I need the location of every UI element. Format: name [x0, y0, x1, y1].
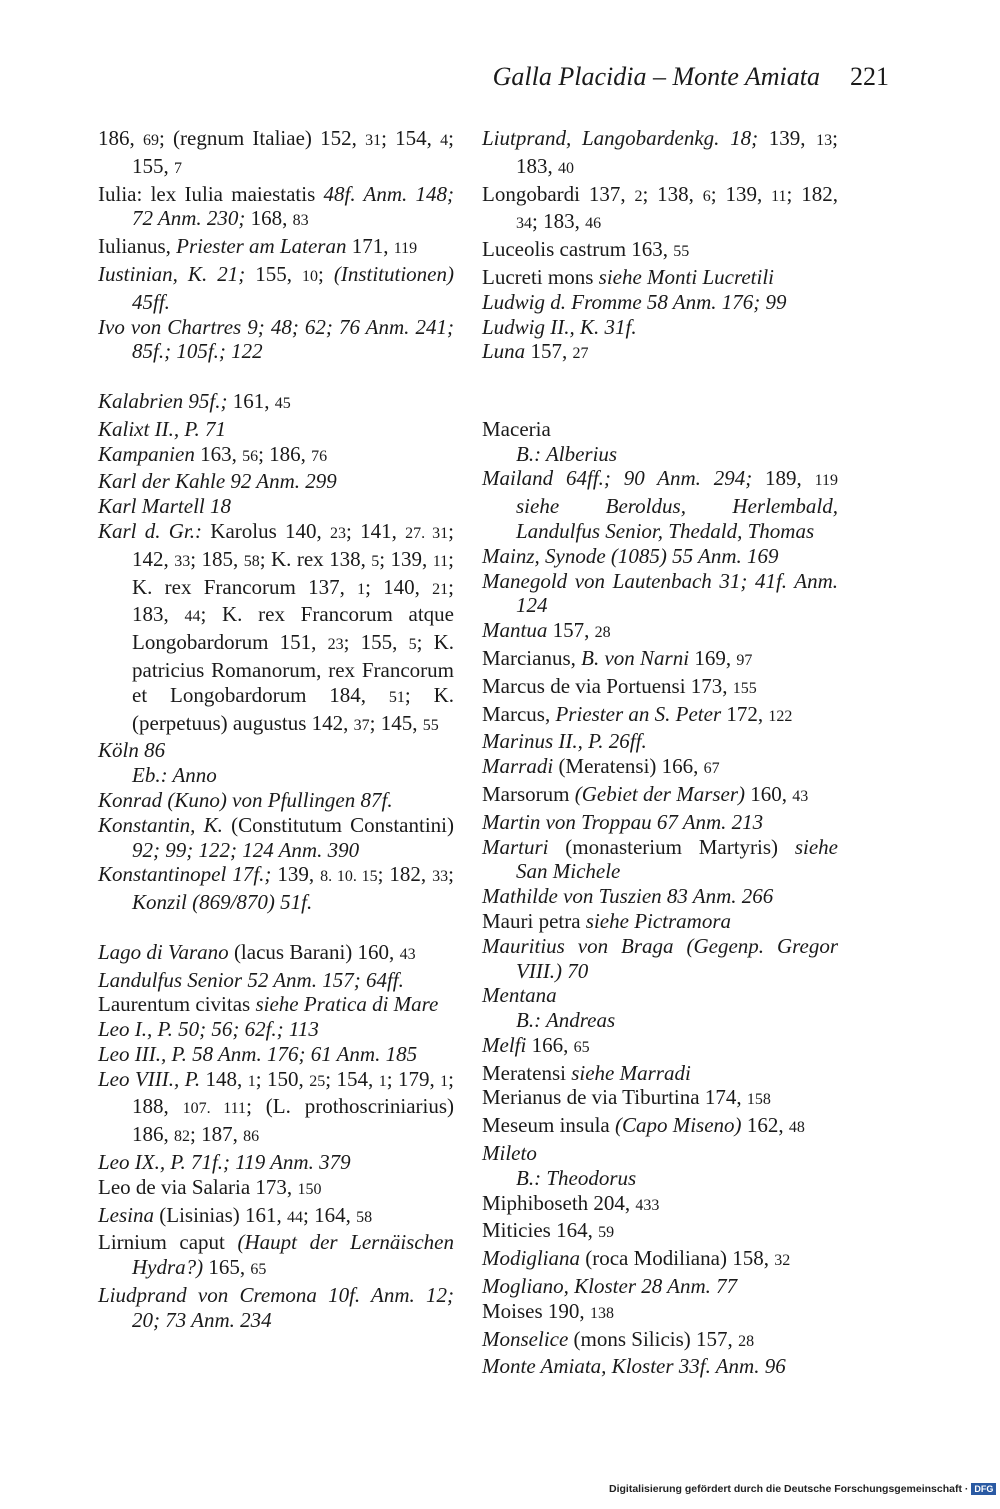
italic-text: siehe San Michele [516, 834, 838, 884]
index-entry [482, 1327, 838, 1355]
italic-text: Konstantinopel 17f.; [98, 862, 272, 887]
index-entry [482, 1299, 838, 1327]
text: Meseum insula [482, 1113, 615, 1138]
index-entry [98, 389, 454, 417]
text: ; 139, [710, 181, 772, 206]
index-entry [98, 519, 454, 738]
line-reference: 138 [589, 1304, 614, 1322]
text: ; K. rex Francorum 137, [132, 546, 455, 599]
italic-text: siehe Pratica di Mare [255, 992, 439, 1017]
text: (lacus Barani) 160, [228, 939, 400, 964]
index-subentry [482, 1008, 838, 1033]
line-reference: 25 [309, 1072, 326, 1090]
index-entry [98, 1283, 454, 1333]
index-entry-continuation [98, 126, 454, 182]
line-reference: 83 [292, 212, 309, 230]
text: (Meratensi) 166, [553, 754, 704, 779]
line-reference: 55 [422, 716, 439, 734]
index-entry [98, 992, 454, 1017]
index-entry [482, 1191, 838, 1219]
index-subentry [482, 442, 838, 467]
index-entry [98, 1175, 454, 1203]
line-reference: 46 [585, 215, 602, 233]
index-entry [482, 315, 838, 340]
line-reference: 119 [814, 472, 838, 490]
entry-gap [98, 364, 454, 389]
index-entry [482, 884, 838, 909]
text: Miphiboseth 204, [482, 1190, 636, 1215]
index-entry [98, 469, 454, 494]
line-reference: 97 [736, 651, 753, 669]
index-entry [98, 968, 454, 993]
line-reference: 23 [327, 636, 344, 654]
italic-text: Lago di Varano [98, 939, 229, 964]
italic-text: Mauritius von Braga (Gegenp. Gregor VIII.) 70 [482, 933, 838, 983]
text: Karolus 140, [202, 518, 331, 543]
text: 162, [741, 1113, 789, 1138]
index-entry [98, 1067, 454, 1150]
italic-text: Mantua [482, 618, 548, 643]
index-entry [482, 1274, 838, 1299]
index-entry [482, 909, 838, 934]
text: 163, [194, 441, 243, 466]
text: ; 185, [190, 546, 244, 571]
text: Maceria [482, 416, 551, 441]
line-reference: 65 [573, 1038, 590, 1056]
line-reference: 158 [746, 1091, 771, 1109]
index-entry [482, 1085, 838, 1113]
line-reference: 27. 31 [405, 524, 449, 542]
text: 157, [525, 339, 573, 364]
index-entry [98, 862, 454, 915]
line-reference: 37 [353, 716, 370, 734]
line-reference: 155 [732, 679, 757, 697]
index-entry [482, 339, 838, 367]
line-reference: 65 [250, 1261, 267, 1279]
line-reference: 40 [558, 159, 574, 177]
italic-text: (Haupt der Lernäischen Hydra?) [132, 1230, 454, 1280]
italic-text: Köln 86 [98, 738, 166, 763]
index-entry [482, 466, 838, 543]
italic-text: (Gebiet der Marser) [574, 781, 746, 806]
index-entry [98, 738, 454, 763]
line-reference: 43 [792, 787, 809, 805]
italic-text: Kalixt II., P. 71 [98, 416, 226, 441]
text: 160, [745, 781, 793, 806]
text: Moises 190, [482, 1298, 590, 1323]
entry-gap [482, 392, 838, 417]
italic-text: Iustinian, K. 21; [98, 261, 246, 286]
text: ; 182, [786, 181, 838, 206]
line-reference: 69 [142, 132, 159, 149]
text: ; 154, [325, 1066, 379, 1091]
index-entry [98, 182, 454, 235]
line-reference: 86 [243, 1128, 260, 1146]
dfg-logo: DFG [971, 1483, 996, 1495]
line-reference: 59 [598, 1224, 615, 1242]
text: (monasterium Martyris) [548, 834, 795, 859]
line-reference: 150 [297, 1180, 322, 1198]
line-reference: 45 [274, 394, 291, 412]
text: (Lisinias) 161, [154, 1202, 287, 1227]
italic-text: Priester an S. Peter [555, 701, 722, 726]
italic-text: Mentana [482, 983, 557, 1008]
text: ; 186, [258, 441, 312, 466]
text: ; 179, [386, 1066, 441, 1091]
text: 139, [758, 126, 817, 150]
line-reference: 119 [393, 240, 418, 258]
line-reference: 433 [635, 1196, 660, 1214]
italic-text: Ludwig II., K. 31f. [482, 314, 637, 339]
line-reference: 1 [440, 1072, 449, 1090]
text: ; 155, [132, 126, 454, 178]
text: (Constitutum Constantini) [222, 812, 454, 837]
line-reference: 43 [399, 945, 416, 963]
text: ; K. rex Francorum atque Longobardorum 151, [132, 602, 455, 655]
italic-text: Karl der Kahle 92 Anm. 299 [98, 469, 337, 494]
index-entry [482, 1033, 838, 1061]
index-entry [482, 290, 838, 315]
line-reference: 5 [371, 552, 380, 570]
index-entry [98, 494, 454, 519]
index-entry [98, 788, 454, 813]
italic-text: 48f. Anm. 148; 72 Anm. 230; [132, 181, 454, 231]
index-entry [482, 983, 838, 1008]
index-entry [482, 618, 838, 646]
line-reference: 11 [771, 187, 787, 205]
italic-text: siehe Beroldus, Herlembald, Landulfus Senior, Thedald, Thomas [516, 494, 838, 543]
text: 166, [526, 1032, 574, 1057]
italic-text: Liudprand von Cremona 10f. Anm. 12; 20; 73 Anm. 234 [98, 1283, 454, 1332]
italic-text: B.: Andreas [516, 1008, 616, 1033]
italic-text: Konzil (869/870) 51f. [132, 890, 313, 915]
text: Miticies 164, [482, 1218, 599, 1243]
index-entry [482, 810, 838, 835]
italic-text: Mainz, Synode (1085) 55 Anm. 169 [482, 543, 779, 568]
italic-text: Kalabrien 95f.; [98, 388, 228, 413]
text: ; 154, [381, 126, 441, 150]
line-reference: 1 [378, 1072, 387, 1090]
index-entry [482, 782, 838, 810]
line-reference: 31 [365, 132, 382, 149]
page-header: Galla Placidia – Monte Amiata 221 [492, 62, 889, 91]
italic-text: (Institutionen) 45ff. [132, 261, 454, 314]
text: ; 142, [132, 518, 454, 571]
text: ; 183, [132, 574, 455, 627]
line-reference: 34 [516, 215, 532, 233]
index-entry [98, 442, 454, 470]
text: (mons Silicis) 157, [568, 1326, 739, 1351]
text: Longobardi 137, [482, 181, 635, 206]
line-reference: 23 [330, 524, 347, 542]
line-reference: 21 [432, 580, 449, 598]
line-reference: 7 [174, 159, 182, 177]
text: ; 164, [303, 1202, 357, 1227]
index-entry [482, 835, 838, 885]
italic-text: Leo I., P. 50; 56; 62f.; 113 [98, 1017, 319, 1042]
italic-text: Leo III., P. 58 Anm. 176; 61 Anm. 185 [98, 1041, 418, 1066]
italic-text: Leo IX., P. 71f.; 119 Anm. 379 [98, 1150, 351, 1175]
index-entry [482, 729, 838, 754]
text: ; [448, 862, 454, 887]
line-reference: 67 [703, 760, 720, 778]
index-entry [482, 417, 838, 442]
line-reference: 58 [356, 1208, 373, 1226]
italic-text: siehe Pictramora [585, 908, 732, 933]
index-entry [98, 1150, 454, 1175]
entry-gap [482, 367, 838, 392]
index-column-left [98, 126, 454, 1333]
line-reference: 55 [673, 243, 690, 261]
text: Mauri petra [482, 908, 586, 933]
italic-text: Luna [482, 339, 526, 364]
index-entry [482, 265, 838, 290]
index-entry [482, 569, 838, 619]
text: 161, [227, 388, 275, 413]
index-entry [482, 126, 838, 182]
running-title: Galla Placidia – Monte Amiata [492, 62, 820, 91]
index-entry [482, 934, 838, 984]
text: 139, [271, 862, 321, 887]
italic-text: Ludwig d. Fromme 58 Anm. 176; 99 [482, 289, 787, 314]
italic-text: Melfi [482, 1032, 527, 1057]
index-entry [482, 544, 838, 569]
line-reference: 76 [311, 447, 328, 465]
italic-text: Landulfus Senior 52 Anm. 157; 64ff. [98, 967, 404, 992]
text: ; (regnum Italiae) 152, [158, 126, 366, 150]
text: ; 139, [379, 546, 433, 571]
italic-text: Konrad (Kuno) von Pfullingen 87f. [98, 787, 393, 812]
italic-text: Priester am Lateran [176, 234, 347, 259]
index-entry [98, 315, 454, 365]
italic-text: Ivo von Chartres 9; 48; 62; 76 Anm. 241; 85f.; 105f.; 122 [98, 314, 454, 364]
index-entry [482, 237, 838, 265]
text: Marsorum [482, 781, 575, 806]
line-reference: 33 [174, 552, 191, 570]
italic-text: Karl d. Gr.: [98, 518, 203, 543]
text: ; K. patricius Romanorum, rex Francorum et Longobardorum 184, [132, 630, 454, 707]
text: 169, [689, 645, 737, 670]
line-reference: 32 [774, 1252, 791, 1270]
text: ; 155, [343, 630, 409, 655]
text: Iulianus, [98, 234, 177, 259]
italic-text: Monselice [482, 1326, 569, 1351]
text: 186, [98, 126, 143, 150]
italic-text: Karl Martell 18 [98, 494, 232, 519]
line-reference: 28 [594, 624, 611, 642]
text: 172, [721, 701, 769, 726]
text: ; 182, [377, 862, 433, 887]
text: ; 145, [369, 710, 423, 735]
text: ; 141, [346, 518, 406, 543]
text: ; [317, 261, 334, 286]
line-reference: 27 [572, 345, 589, 363]
line-reference: 11 [432, 552, 449, 570]
digitization-footer [609, 1483, 996, 1495]
entry-gap [98, 915, 454, 940]
index-entry [482, 1246, 838, 1274]
text: 155, [245, 261, 302, 286]
italic-text: Monte Amiata, Kloster 33f. Anm. 96 [482, 1354, 786, 1379]
text: 171, [346, 234, 394, 259]
italic-text: 92; 99; 122; 124 Anm. 390 [132, 837, 360, 862]
text: ; 140, [365, 574, 433, 599]
index-entry [482, 646, 838, 674]
italic-text: B. von Narni [581, 645, 690, 670]
text: Lirnium caput [98, 1230, 238, 1255]
index-entry [98, 262, 454, 315]
italic-text: Marturi [482, 834, 549, 859]
line-reference: 8. 10. 15 [320, 868, 378, 886]
italic-text: Martin von Troppau 67 Anm. 213 [482, 809, 764, 834]
index-entry [482, 1113, 838, 1141]
line-reference: 13 [816, 132, 833, 149]
italic-text: Modigliana [482, 1246, 580, 1271]
index-entry [98, 234, 454, 262]
line-reference: 28 [738, 1332, 755, 1350]
index-entry [98, 1042, 454, 1067]
text: Meratensi [482, 1060, 572, 1085]
index-subentry [482, 1166, 838, 1191]
index-entry [98, 1017, 454, 1042]
text: ; 138, [642, 181, 703, 206]
text: Merianus de via Tiburtina 174, [482, 1085, 747, 1110]
text: Lucreti mons [482, 264, 599, 289]
line-reference: 51 [388, 688, 405, 706]
index-entry [482, 1354, 838, 1379]
text: ; 183, [516, 126, 839, 178]
text: ; 183, [532, 209, 586, 234]
index-entry [98, 813, 454, 863]
line-reference: 1 [247, 1072, 256, 1090]
line-reference: 1 [357, 580, 366, 598]
italic-text: Liutprand, Langobardenkg. 18; [482, 126, 759, 150]
line-reference: 107. 111 [182, 1100, 247, 1118]
text: (roca Modiliana) 158, [580, 1246, 775, 1271]
italic-text: Lesina [98, 1202, 155, 1227]
text: 157, [547, 618, 595, 643]
text: Marcus de via Portuensi 173, [482, 673, 733, 698]
index-entry [482, 1061, 838, 1086]
text: ; (L. prothoscriniarius) 186, [132, 1094, 455, 1147]
text: 148, [200, 1066, 248, 1091]
italic-text: Leo VIII., P. [98, 1066, 201, 1091]
index-entry [482, 702, 838, 730]
footer-text: Digitalisierung gefördert durch die Deutsche Forschungsgemeinschaft · [609, 1483, 969, 1495]
text: ; K. (perpetuus) augustus 142, [132, 682, 454, 735]
text: Iulia: lex Iulia maiestatis [98, 181, 324, 206]
italic-text: B.: Alberius [516, 441, 618, 466]
line-reference: 44 [287, 1208, 303, 1226]
text: 189, [752, 466, 815, 491]
italic-text: Marradi [482, 754, 554, 779]
index-entry [482, 1218, 838, 1246]
line-reference: 10 [301, 267, 318, 285]
text: Marcus, [482, 701, 556, 726]
italic-text: Konstantin, K. [98, 812, 223, 837]
index-entry [98, 417, 454, 442]
italic-text: Mathilde von Tuszien 83 Anm. 266 [482, 884, 774, 909]
italic-text: Mogliano, Kloster 28 Anm. 77 [482, 1274, 738, 1299]
text: ; 188, [132, 1066, 455, 1119]
line-reference: 44 [184, 608, 201, 626]
line-reference: 2 [634, 187, 643, 205]
line-reference: 122 [768, 707, 793, 725]
line-reference: 48 [788, 1119, 805, 1137]
line-reference: 56 [242, 447, 259, 465]
text: Leo de via Salaria 173, [98, 1174, 298, 1199]
index-entry [482, 1141, 838, 1166]
text: Laurentum civitas [98, 992, 256, 1017]
line-reference: 4 [440, 132, 449, 149]
line-reference: 6 [702, 187, 711, 205]
line-reference: 5 [408, 636, 417, 654]
line-reference: 58 [243, 552, 260, 570]
text: ; 187, [190, 1122, 244, 1147]
index-subentry [98, 763, 454, 788]
text: ; 150, [255, 1066, 310, 1091]
text: Luceolis castrum 163, [482, 237, 674, 262]
italic-text: Mileto [482, 1141, 537, 1166]
italic-text: Marinus II., P. 26ff. [482, 729, 647, 754]
italic-text: (Capo Miseno) [614, 1113, 742, 1138]
index-entry [98, 1230, 454, 1283]
italic-text: siehe Marradi [571, 1060, 691, 1085]
italic-text: Eb.: Anno [132, 763, 217, 788]
index-entry [98, 940, 454, 968]
index-entry [482, 754, 838, 782]
index-entry [482, 674, 838, 702]
italic-text: Mailand 64ff.; 90 Anm. 294; [482, 466, 753, 491]
line-reference: 33 [432, 868, 449, 886]
text: Marcianus, [482, 645, 582, 670]
line-reference: 82 [174, 1128, 190, 1146]
italic-text: B.: Theodorus [516, 1165, 637, 1190]
text: 165, [203, 1255, 251, 1280]
index-entry [482, 182, 838, 238]
italic-text: Manegold von Lautenbach 31; 41f. Anm. 124 [482, 568, 838, 618]
italic-text: Kampanien [98, 441, 195, 466]
text: ; K. rex 138, [259, 546, 372, 571]
italic-text: siehe Monti Lucretili [598, 264, 775, 289]
index-entry [98, 1203, 454, 1231]
text: 168, [245, 206, 293, 231]
index-column-right [482, 126, 838, 1379]
